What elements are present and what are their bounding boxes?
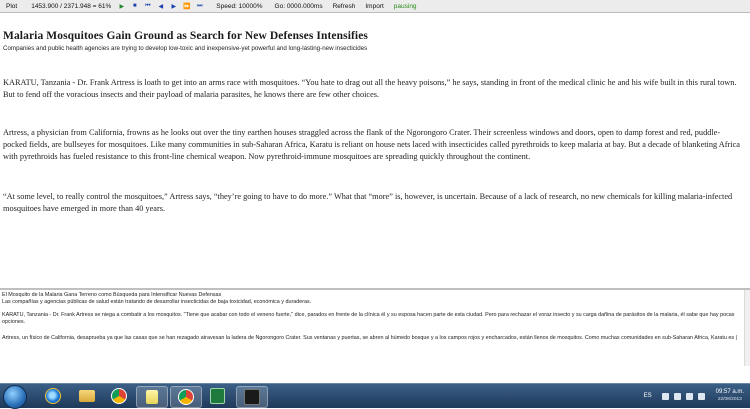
ie-taskbar-button[interactable] — [38, 386, 68, 406]
clock[interactable] — [716, 389, 744, 403]
chrome-taskbar-button[interactable] — [104, 386, 134, 406]
progress-readout: 1453.900 / 2371.948 = 61% — [31, 2, 112, 10]
status-text: pausing — [393, 2, 417, 10]
refresh-button[interactable]: Refresh — [332, 2, 356, 10]
article-paragraph-1: KARATU, Tanzania - Dr. Frank Artress is loath to get into an arms race with mosquitoes. “You hate to drag out all the heavy poisons,” he says, standing in front of the medical clinic he and his wife built in this rural town. But to fend off the voracious insects and their payload of malaria parasites, he knows there are few other choices. — [3, 78, 737, 99]
chrome-window-icon — [178, 389, 194, 405]
flag-icon[interactable] — [674, 393, 681, 400]
notes-taskbar-button[interactable] — [136, 386, 168, 408]
article-headline: Malaria Mosquitoes Gain Ground as Search for New Defenses Intensifies — [3, 30, 368, 42]
translation-paragraph-1: KARATU, Tanzania - Dr. Frank Artress se niega a combatir a los mosquitos. "Tiene que acabar con todo el veneno fuerte," dice, parados en frente de la clínica él y su esposa hacen parte de esta ciudad. Pero para rechazar el voraz insecto y su carga dañina de parásitos de la malaria, él sabe que hay pocas opciones. — [2, 312, 735, 325]
translation-paragraph-2: Artress, un físico de California, desaprueba ya que las casas que se han rezagado atravesan la ladera de Ngorongoro Crater. Sus ventanas y puertas, se abren al húmedo bosque y a los campos rojos y encharcados, están llenos de mosquitos. Como muchas comunidades en sub-Saharan Africa, Karatu es | — [2, 335, 737, 341]
translation-title: El Mosquito de la Malaria Gana Terreno como Búsqueda para Intensificar Nuevas Defensas — [2, 292, 222, 298]
pause-icon[interactable]: ■ — [132, 3, 137, 9]
speed-readout[interactable]: Speed: 10000% — [216, 2, 263, 10]
battery-icon[interactable] — [698, 393, 705, 400]
skip-end-icon[interactable]: ⏭ — [197, 2, 203, 9]
plot-button[interactable]: Plot — [6, 2, 18, 10]
step-forward-icon[interactable]: ▶ — [171, 3, 177, 10]
clock-time: 09:57 a.m. — [715, 389, 744, 395]
volume-icon[interactable] — [686, 393, 693, 400]
play-icon[interactable]: ▶ — [119, 3, 125, 10]
step-back-icon[interactable]: ◀ — [158, 3, 164, 10]
sticky-notes-icon — [146, 390, 158, 404]
fast-forward-icon[interactable]: ⏩ — [183, 3, 191, 10]
chrome-icon — [111, 388, 127, 404]
app-icon — [244, 389, 260, 405]
app-taskbar-button[interactable] — [236, 386, 268, 408]
language-indicator[interactable]: ES — [643, 393, 652, 399]
excel-taskbar-button[interactable] — [202, 386, 232, 406]
clock-date: 22/08/2013 — [717, 397, 742, 402]
network-icon[interactable] — [662, 393, 669, 400]
article-subhead: Companies and public health agencies are trying to develop low-toxic and inexpensive-yet powerful and long-lasting-new insecticides — [3, 45, 368, 52]
chrome-window-taskbar-button[interactable] — [170, 386, 202, 408]
translation-subtitle: Las compañías y agencias públicas de salud están tratando de desarrollar insecticidas de baja toxicidad, económica y duraderas. — [2, 299, 312, 305]
excel-icon — [210, 388, 225, 404]
skip-start-icon[interactable]: ⏮ — [145, 2, 151, 9]
translation-textarea[interactable] — [0, 290, 744, 366]
system-tray — [644, 386, 744, 406]
import-button[interactable]: Import — [365, 2, 384, 10]
translation-scrollbar[interactable] — [744, 290, 750, 366]
start-button[interactable] — [3, 385, 27, 409]
article-pane — [0, 13, 750, 287]
folder-icon — [79, 390, 95, 402]
taskbar — [0, 383, 750, 408]
article-paragraph-3: “At some level, to really control the mosquitoes,” Artress says, “they’re going to have to do more.” What that “more” is, however, is uncertain. Because of a lack of research, no new chemicals for killing malaria-infected mosquitoes have emerged in more than 40 years. — [3, 192, 733, 213]
article-paragraph-2: Artress, a physician from California, frowns as he looks out over the tiny earthen houses straggled across the flank of the Ngorongoro Crater. Their screenless windows and doors, open to damp forest and red, puddle-pocked fields, are bullseyes for mosquitoes. Like many communities in sub-Saharan Africa, Karatu is reliant on house nets laced with insecticides called pyrethroids to keep malaria at bay. But a decade of blanketing Africa with pyrethroids has fueled resistance to this front-line chemical weapon. Now pyrethroid-immune mosquitoes are spreading quickly throughout the continent. — [3, 128, 740, 161]
go-readout[interactable]: Go: 0000.000ms — [274, 2, 323, 10]
explorer-taskbar-button[interactable] — [72, 386, 102, 406]
internet-explorer-icon — [45, 388, 61, 404]
playback-toolbar — [0, 0, 750, 13]
